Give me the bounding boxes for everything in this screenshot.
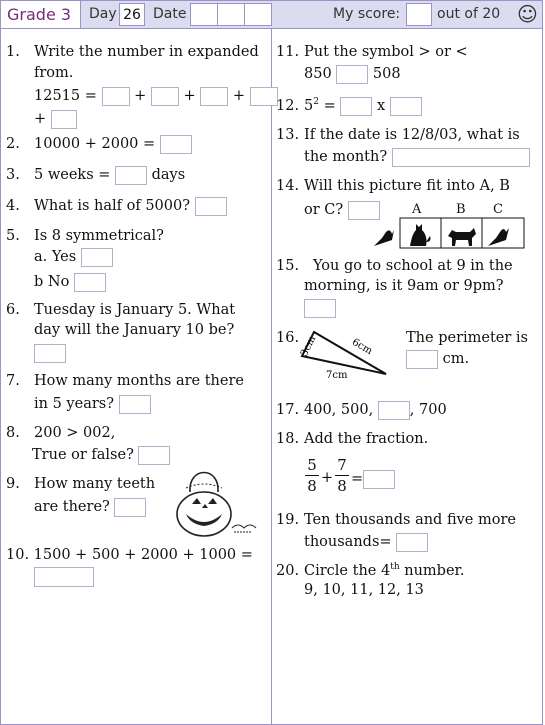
bird-in-box-icon: [488, 228, 509, 246]
q15-answer-box[interactable]: [304, 299, 336, 318]
q2-number: 2.: [6, 136, 20, 152]
fraction-5-8: [305, 456, 319, 495]
q18-answer-box[interactable]: [363, 470, 395, 489]
q18-text: Add the fraction.: [304, 431, 429, 447]
q10-row: [6, 545, 253, 565]
q19-text-line1: Ten thousands and five more: [304, 512, 516, 528]
q20-text-a: Circle the 4: [304, 563, 391, 579]
q16-text: The perimeter is: [406, 330, 528, 346]
out-of-label: out of 20: [437, 6, 501, 22]
triangle-side-6cm: 6cm: [350, 336, 375, 358]
q17-sequence-start: 400, 500,: [304, 402, 374, 418]
q7-answer-box[interactable]: [119, 395, 151, 414]
plus-sign: +: [134, 88, 147, 104]
q8-number: 8.: [6, 425, 20, 441]
q1-expanded-row2: [34, 109, 77, 129]
q2-text: 10000 + 2000 =: [34, 136, 156, 152]
q11-left-number: 850: [304, 66, 332, 82]
q1-answer-box-3[interactable]: [200, 87, 228, 106]
day-number: 26: [119, 3, 145, 26]
triangle-side-7cm: 7cm: [326, 370, 348, 381]
grade-label: Grade 3: [1, 1, 81, 28]
q8-text-line2: True or false?: [32, 447, 134, 463]
q4-row: [34, 196, 227, 216]
plus-sign: +: [34, 111, 47, 127]
q14-shape-picture: [372, 216, 532, 250]
q3-row: [34, 165, 185, 185]
q12-equals: =: [323, 98, 336, 114]
q18-number: 18.: [276, 431, 300, 447]
q5-option-b-box[interactable]: [74, 273, 106, 292]
q12-exponent: 2: [313, 97, 319, 108]
q5-option-a-box[interactable]: [81, 248, 113, 267]
q5-number: 5.: [6, 228, 20, 244]
q9-number: 9.: [6, 476, 20, 492]
numerator-1: 5: [307, 456, 317, 474]
q15-answer-row: [304, 298, 336, 318]
q1-number: 1.: [6, 44, 20, 60]
q10-number: 10.: [6, 547, 30, 563]
q1-answer-box-4[interactable]: [250, 87, 278, 106]
q6-number: 6.: [6, 302, 20, 318]
q11-right-number: 508: [372, 66, 401, 82]
right-border: [542, 28, 543, 724]
q15-number: 15.: [276, 258, 300, 274]
q20-ordinal: th: [390, 562, 400, 573]
q18-plus: +: [321, 470, 334, 486]
q17-number: 17.: [276, 402, 300, 418]
date-box-3[interactable]: [244, 3, 272, 26]
q1-answer-box-5[interactable]: [51, 110, 77, 129]
q10-answer-row: [34, 567, 94, 587]
header-bar: [0, 0, 543, 29]
q2-answer-box[interactable]: [160, 135, 192, 154]
q3-unit: days: [151, 167, 186, 183]
q16-unit: cm.: [442, 351, 470, 367]
q16-answer-box[interactable]: [406, 350, 438, 369]
score-label: My score:: [333, 6, 401, 22]
bird-silhouette-icon: [374, 230, 394, 246]
q13-answer-box[interactable]: [392, 148, 530, 167]
triangle-side-3cm: 3cm: [298, 334, 319, 359]
date-box-2[interactable]: [217, 3, 245, 26]
q13-text-line1: If the date is 12/8/03, what is: [304, 127, 520, 143]
q15-text-line2: morning, is it 9am or 9pm?: [304, 278, 504, 294]
q14-label-c: C: [493, 202, 503, 217]
q17-sequence-end: , 700: [409, 402, 447, 418]
q7-text-line2: in 5 years?: [34, 396, 114, 412]
q13-number: 13.: [276, 127, 300, 143]
q5-text: Is 8 symmetrical?: [34, 228, 164, 244]
q4-text: What is half of 5000?: [34, 198, 190, 214]
day-label: Day: [89, 6, 117, 22]
q6-text-line1: Tuesday is January 5. What: [34, 302, 236, 318]
q9-row: [34, 497, 146, 517]
q5-option-b-row: [34, 272, 106, 292]
q14-row: [304, 200, 380, 220]
triangle-diagram: [296, 326, 396, 382]
q9-text-line1: How many teeth: [34, 476, 156, 492]
q18-equals: =: [351, 471, 364, 487]
q14-text-line1: Will this picture fit into A, B: [304, 178, 510, 194]
q1-expanded-row: [34, 86, 278, 106]
q6-answer-row: [34, 343, 66, 363]
q5-option-a-row: [34, 247, 113, 267]
q3-number: 3.: [6, 167, 20, 183]
q3-text: 5 weeks =: [34, 167, 111, 183]
q14-label-b: B: [456, 202, 466, 217]
q5-option-a: a. Yes: [34, 249, 77, 265]
q7-row: [34, 394, 151, 414]
q12-answer-box-2[interactable]: [390, 97, 422, 116]
q11-text: Put the symbol > or <: [304, 44, 468, 60]
q13-text-line2: the month?: [304, 149, 388, 165]
q12-times: x: [376, 98, 386, 114]
q11-answer-box[interactable]: [336, 65, 368, 84]
left-border: [0, 28, 1, 724]
q8-row: [32, 445, 170, 465]
q9-text-line2: are there?: [34, 499, 110, 515]
denominator-1: 8: [307, 477, 317, 495]
q2-row: [34, 134, 192, 154]
smiley-icon: ☺: [517, 2, 538, 26]
jack-o-lantern-bucket-icon: [170, 460, 260, 544]
q9-answer-box[interactable]: [114, 498, 146, 517]
q6-answer-box[interactable]: [34, 344, 66, 363]
q19-number: 19.: [276, 512, 300, 528]
q7-number: 7.: [6, 373, 20, 389]
q12-answer-box-1[interactable]: [340, 97, 372, 116]
column-divider: [271, 28, 272, 724]
q19-row: [304, 532, 428, 552]
q6-text-line2: day will the January 10 be?: [34, 322, 235, 338]
q10-answer-box[interactable]: [34, 567, 94, 587]
q14-text-line2: or C?: [304, 202, 344, 218]
q14-label-a: A: [412, 202, 422, 217]
q8-answer-box[interactable]: [138, 446, 170, 465]
score-box[interactable]: [406, 3, 432, 26]
q1-text-line2: from.: [34, 65, 74, 81]
q3-answer-box[interactable]: [115, 166, 147, 185]
q16-number: 16.: [276, 330, 300, 346]
q14-number: 14.: [276, 178, 300, 194]
q1-number-value: 12515 =: [34, 88, 97, 104]
q20-number: 20.: [276, 563, 300, 579]
q19-text-line2: thousands=: [304, 534, 392, 550]
denominator-2: 8: [337, 477, 347, 495]
fraction-7-8: [335, 456, 349, 495]
q1-text-line1: Write the number in expanded: [34, 44, 259, 60]
q16-row: [406, 349, 469, 369]
q17-answer-box[interactable]: [378, 401, 410, 420]
numerator-2: 7: [337, 456, 347, 474]
q11-row: [304, 64, 401, 84]
q4-number: 4.: [6, 198, 20, 214]
plus-sign: +: [232, 88, 246, 104]
q20-number-list[interactable]: 9, 10, 11, 12, 13: [304, 582, 424, 598]
q11-number: 11.: [276, 44, 300, 60]
q20-text-line1: [304, 561, 464, 581]
q1-answer-box-2[interactable]: [151, 87, 179, 106]
q12-base: 5: [304, 98, 314, 114]
date-box-1[interactable]: [190, 3, 218, 26]
q17-row: [304, 400, 447, 420]
q12-row: [304, 96, 422, 116]
q15-text-line1: You go to school at 9 in the: [313, 258, 513, 274]
q7-text-line1: How many months are there: [34, 373, 244, 389]
q18-answer-row: [351, 469, 395, 489]
dog-silhouette-icon: [448, 228, 476, 246]
plus-sign: +: [183, 88, 196, 104]
q10-text: 1500 + 500 + 2000 + 1000 =: [33, 547, 253, 563]
q5-option-b: b No: [34, 274, 70, 290]
q13-row: [304, 147, 530, 167]
q1-answer-box-1[interactable]: [102, 87, 130, 106]
q12-number: 12.: [276, 98, 300, 114]
date-label: Date: [153, 6, 187, 22]
q20-text-b: number.: [399, 563, 465, 579]
q8-text-line1: 200 > 002,: [34, 425, 116, 441]
q4-answer-box[interactable]: [195, 197, 227, 216]
cat-silhouette-icon: [410, 224, 431, 246]
q19-answer-box[interactable]: [396, 533, 428, 552]
